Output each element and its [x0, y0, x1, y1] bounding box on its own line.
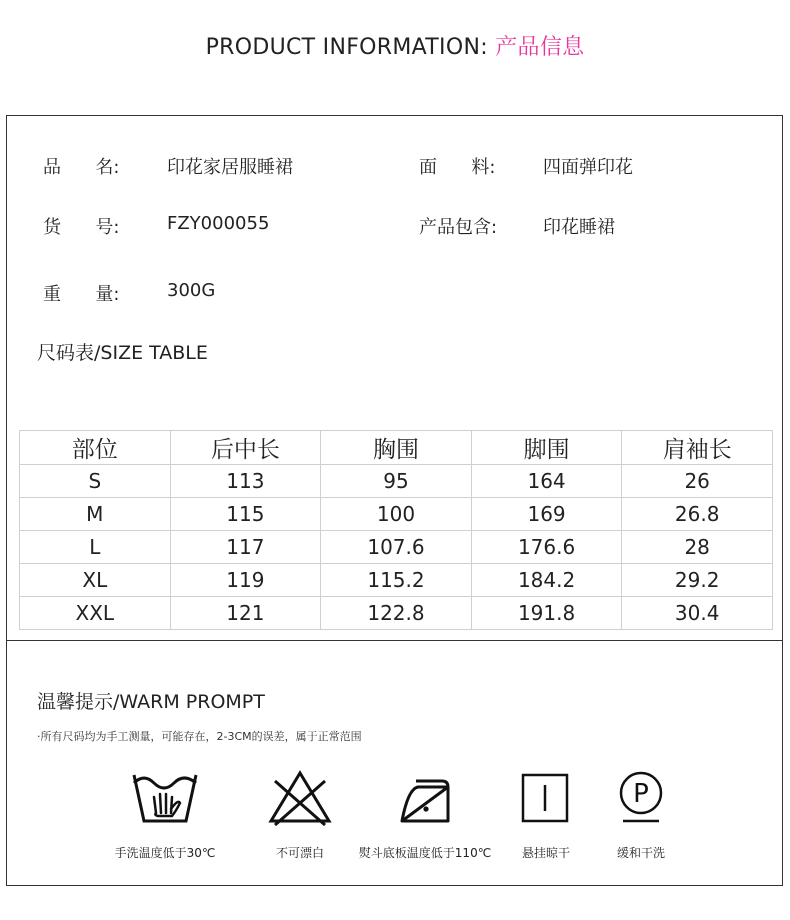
- table-cell: L: [20, 531, 171, 564]
- warm-prompt-box: [6, 640, 783, 886]
- care-label: 熨斗底板温度低于110℃: [358, 846, 492, 860]
- header-cell-hem: 脚围: [471, 431, 622, 465]
- table-cell: 121: [170, 597, 321, 630]
- table-cell: 26: [622, 465, 773, 498]
- size-table: [19, 430, 773, 630]
- table-cell: 176.6: [471, 531, 622, 564]
- table-cell: 113: [170, 465, 321, 498]
- header-cell-part: 部位: [20, 431, 171, 465]
- table-row: [20, 564, 773, 597]
- table-cell: 119: [170, 564, 321, 597]
- weight-label: 重 量:: [43, 284, 120, 305]
- header-cell-back-length: 后中长: [170, 431, 321, 465]
- dry-clean-letter: P: [633, 779, 649, 809]
- weight-value: 300G: [167, 280, 216, 301]
- table-cell: XXL: [20, 597, 171, 630]
- header-title-en: PRODUCT INFORMATION:: [205, 35, 488, 60]
- table-cell: 117: [170, 531, 321, 564]
- table-cell: M: [20, 498, 171, 531]
- table-cell: 164: [471, 465, 622, 498]
- measurement-note: ·所有尺码均为手工测量，可能存在，2-3CM的误差，属于正常范围: [37, 730, 362, 743]
- item-value: FZY000055: [167, 213, 270, 234]
- care-label: 缓和干洗: [616, 846, 665, 860]
- table-cell: 100: [321, 498, 472, 531]
- table-row: [20, 498, 773, 531]
- table-row: [20, 531, 773, 564]
- table-cell: 184.2: [471, 564, 622, 597]
- fabric-value: 四面弹印花: [543, 157, 633, 178]
- care-label: 悬挂晾干: [521, 846, 570, 860]
- table-cell: XL: [20, 564, 171, 597]
- table-cell: 115: [170, 498, 321, 531]
- care-item-hand-wash: [90, 769, 240, 860]
- dry-clean-p-icon: [566, 769, 716, 827]
- table-cell: 29.2: [622, 564, 773, 597]
- table-cell: 30.4: [622, 597, 773, 630]
- table-cell: 115.2: [321, 564, 472, 597]
- table-cell: 26.8: [622, 498, 773, 531]
- package-label: 产品包含:: [419, 217, 498, 238]
- table-cell: 107.6: [321, 531, 472, 564]
- package-value: 印花睡裙: [543, 217, 615, 238]
- item-label: 货 号:: [43, 217, 120, 238]
- size-table-title: 尺码表/SIZE TABLE: [37, 342, 208, 364]
- table-cell: 95: [321, 465, 472, 498]
- name-value: 印花家居服睡裙: [167, 157, 293, 178]
- table-cell: S: [20, 465, 171, 498]
- name-label: 品 名:: [43, 157, 120, 178]
- care-label: 不可漂白: [275, 846, 324, 860]
- header-cell-shoulder-sleeve: 肩袖长: [622, 431, 773, 465]
- header-title-zh: 产品信息: [495, 35, 585, 60]
- page-header: [0, 30, 790, 61]
- table-cell: 169: [471, 498, 622, 531]
- table-row: [20, 597, 773, 630]
- table-cell: 122.8: [321, 597, 472, 630]
- table-cell: 28: [622, 531, 773, 564]
- size-table-header-row: [20, 431, 773, 465]
- info-block: [7, 116, 782, 316]
- hand-wash-icon: [90, 769, 240, 827]
- care-item-dry-clean: [566, 769, 716, 860]
- care-label: 手洗温度低于30℃: [114, 846, 216, 860]
- warm-prompt-title: 温馨提示/WARM PROMPT: [37, 691, 265, 713]
- table-cell: 191.8: [471, 597, 622, 630]
- table-row: [20, 465, 773, 498]
- header-cell-bust: 胸围: [321, 431, 472, 465]
- product-info-box: [6, 115, 783, 641]
- fabric-label: 面 料:: [419, 157, 496, 178]
